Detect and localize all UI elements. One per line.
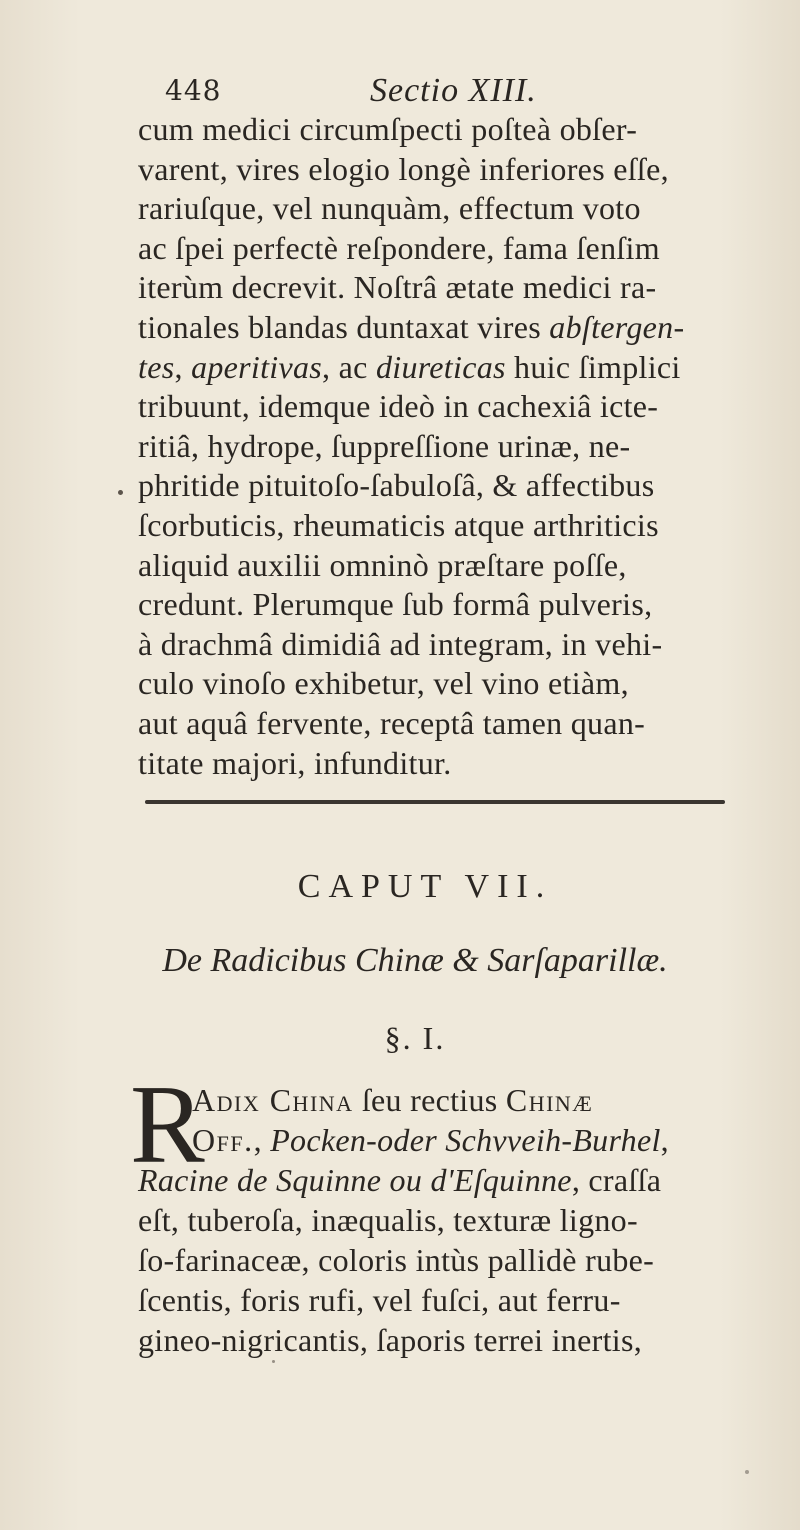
text-line	[138, 308, 778, 348]
section-label: Sectio XIII.	[370, 72, 537, 109]
italic-term: aperitivas	[191, 348, 323, 385]
italic-term: Racine de Squinne ou d'Eſquinne	[138, 1162, 572, 1198]
text-line: culo vinoſo exhibetur, vel vino etiàm,	[138, 665, 629, 702]
text-line: cum medici circumſpecti poſteà obſer-	[138, 111, 638, 147]
text-line: titate majori, infunditur.	[138, 744, 452, 781]
drop-cap: R	[130, 1063, 205, 1187]
chapter-subtitle: De Radicibus Chinæ & Sarſaparillæ.	[162, 942, 668, 979]
text-segment: ſeu rectius	[353, 1082, 506, 1118]
small-caps-term: Off.	[192, 1122, 254, 1158]
horizontal-rule	[145, 800, 725, 804]
small-caps-term: Adix China	[192, 1082, 354, 1118]
text-line: aut aquâ fervente, receptâ tamen quan-	[138, 704, 646, 741]
text-line	[138, 1080, 778, 1120]
text-line	[138, 348, 778, 388]
text-line: credunt. Plerumque ſub formâ pulveris,	[138, 586, 653, 623]
chapter-heading: CAPUT VII.	[297, 868, 553, 905]
text-segment: ,	[660, 1122, 669, 1158]
text-line: ſo-farinaceæ, coloris intùs pallidè rube-	[138, 1242, 655, 1278]
text-line: rariuſque, vel nunquàm, effectum voto	[138, 190, 641, 227]
small-caps-term: Chinæ	[505, 1082, 594, 1118]
paragraph-mark: §. I.	[384, 1020, 446, 1056]
text-line: phritide pituitoſo-ſabuloſâ, & affectibus	[138, 467, 655, 504]
text-line: tribuunt, idemque ideò in cachexiâ icte-	[138, 388, 659, 425]
text-line	[138, 1120, 778, 1160]
text-segment: ,	[253, 1122, 271, 1158]
continuation-text	[138, 110, 778, 783]
text-line: ritiâ, hydrope, ſuppreſſione urinæ, ne-	[138, 427, 631, 464]
text-line: à drachmâ dimidiâ ad integram, in vehi-	[138, 625, 663, 662]
text-line: ſcorbuticis, rheumaticis atque arthriticis	[138, 506, 659, 543]
italic-term: diureticas	[375, 348, 506, 385]
text-segment: ,	[174, 348, 192, 385]
text-line: iterùm decrevit. Noſtrâ ætate medici ra-	[138, 269, 657, 306]
text-segment: , craſſa	[571, 1162, 662, 1198]
text-segment: huic ſimplici	[505, 348, 681, 385]
paper-speck	[272, 1360, 275, 1363]
paper-speck	[745, 1470, 749, 1474]
italic-term: tes	[138, 348, 175, 385]
paper-speck	[118, 490, 123, 495]
text-line: eſt, tuberoſa, inæqualis, texturæ ligno-	[138, 1202, 638, 1238]
section-paragraph	[138, 1080, 778, 1360]
text-segment: , ac	[322, 348, 376, 385]
running-head	[165, 72, 725, 112]
text-line: ſcentis, foris rufi, vel fuſci, aut ferru-	[138, 1282, 621, 1318]
page-number: 448	[165, 74, 222, 107]
text-segment: tionales blandas duntaxat vires	[138, 308, 541, 345]
text-line: aliquid auxilii omninò præſtare poſſe,	[138, 546, 627, 583]
italic-term: Pocken-oder Schvveih-Burhel	[270, 1122, 661, 1158]
italic-term: abſtergen-	[549, 308, 685, 345]
text-line: varent, vires elogio longè inferiores eſſe,	[138, 150, 669, 187]
text-line	[138, 1160, 778, 1200]
text-line: gineo-nigricantis, ſaporis terrei inertis,	[138, 1322, 643, 1358]
text-line: ac ſpei perfectè reſpondere, fama ſenſim	[138, 229, 660, 266]
